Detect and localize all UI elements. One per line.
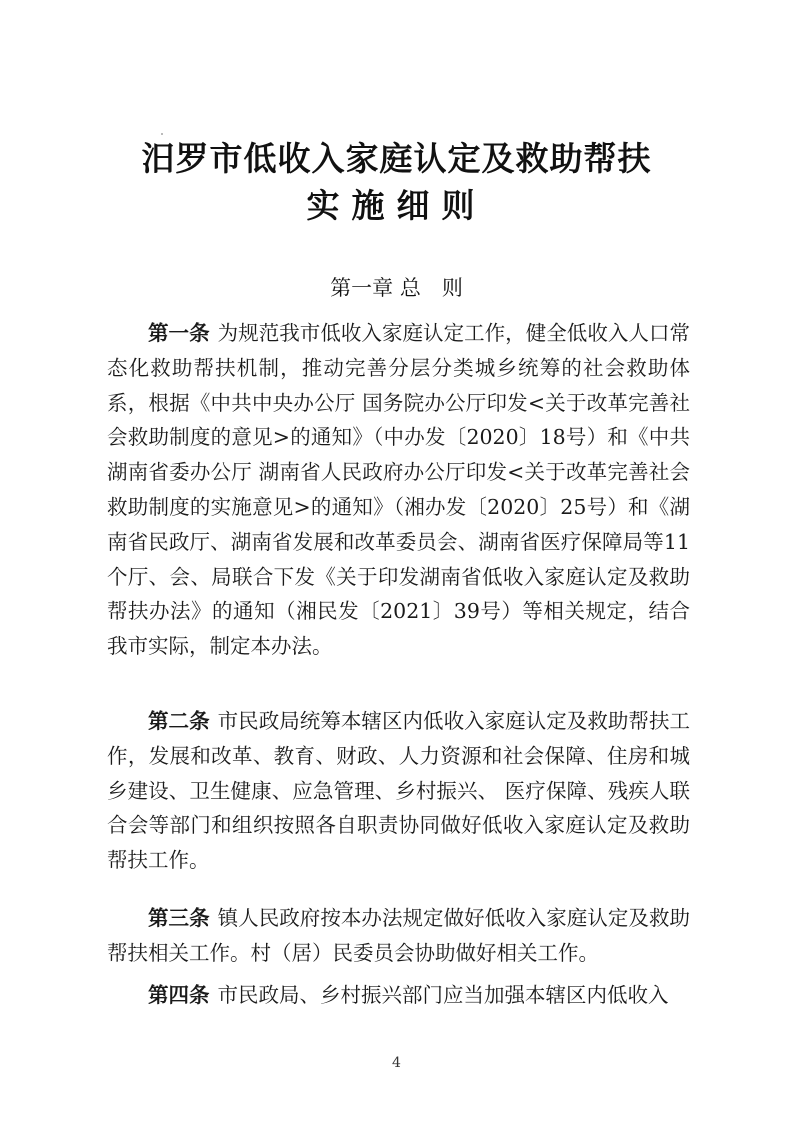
article-text: 市民政局、乡村振兴部门应当加强本辖区内低收入 <box>217 983 669 1007</box>
page-number: 4 <box>392 1055 401 1071</box>
article-1 <box>107 316 690 664</box>
article-label: 第一条 <box>148 321 210 345</box>
article-label: 第四条 <box>148 983 210 1007</box>
article-label: 第二条 <box>148 709 210 733</box>
article-label: 第三条 <box>148 906 210 930</box>
article-text: 为规范我市低收入家庭认定工作，健全低收入人口常态化救助帮扶机制，推动完善分层分类城乡统筹的社会救助体系，根据《中共中央办公厅 国务院办公厅印发<关于改革完善社会救助制度的意见>的通知》（中办发〔2020〕18号）和《中共湖南省委办公厅 湖南省人民政府办公厅印发<关于改革完善社会救助制度的实施意见>的通知》（湘办发〔2020〕25号）和《湖南省民政厅、湖南省发展和改革委员会、湖南省医疗保障局等11个厅、会、局联合下发《关于印发湖南省低收入家庭认定及救助帮扶办法》的通知（湘民发〔2021〕39号）等相关规定，结合我市实际，制定本办法。 <box>107 321 691 659</box>
article-text: 镇人民政府按本办法规定做好低收入家庭认定及救助帮扶相关工作。村（居）民委员会协助做好相关工作。 <box>107 906 691 965</box>
article-3 <box>107 901 690 971</box>
article-text: 市民政局统筹本辖区内低收入家庭认定及救助帮扶工作，发展和改革、教育、财政、人力资源和社会保障、住房和城乡建设、卫生健康、应急管理、乡村振兴、 医疗保障、残疾人联合会等部门和组织按照各自职责协同做好低收入家庭认定及救助帮扶工作。 <box>107 709 691 873</box>
article-2 <box>107 704 690 878</box>
document-title: 汨罗市低收入家庭认定及救助帮扶 <box>141 139 652 178</box>
document-subtitle: 实施细则 <box>306 186 487 225</box>
article-4 <box>107 978 690 1013</box>
chapter-heading: 第一章 总 则 <box>330 276 463 300</box>
